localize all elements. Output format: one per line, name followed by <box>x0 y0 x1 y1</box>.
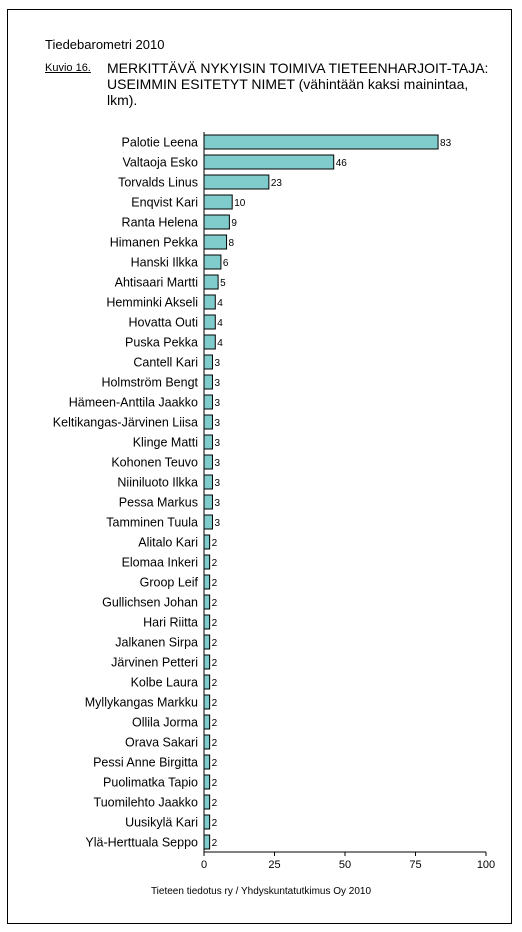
data-label: 2 <box>211 798 218 809</box>
source-footer: Tieteen tiedotus ry / Yhdyskuntatutkimus Oy 2010 <box>150 886 372 897</box>
data-label: 2 <box>211 638 218 649</box>
category-label: Niiniluoto Ilkka <box>117 475 198 490</box>
category-label: Uusikylä Kari <box>125 815 198 830</box>
category-label: Myllykangas Markku <box>84 695 198 710</box>
category-label: Puolimatka Tapio <box>103 775 198 790</box>
bar <box>204 215 229 229</box>
data-label: 9 <box>231 218 237 229</box>
category-label: Ranta Helena <box>121 215 198 230</box>
bar <box>204 575 210 589</box>
category-label: Pessi Anne Birgitta <box>93 755 198 770</box>
data-label: 23 <box>270 178 282 189</box>
bar <box>204 275 218 289</box>
bar <box>204 255 221 269</box>
category-label: Enqvist Kari <box>131 195 198 210</box>
bar <box>204 395 212 409</box>
category-label: Ollila Jorma <box>132 715 198 730</box>
bar <box>204 655 210 669</box>
data-label: 2 <box>211 698 218 709</box>
data-label: 2 <box>211 598 218 609</box>
data-label: 10 <box>234 198 246 209</box>
category-label: Hari Riitta <box>143 615 198 630</box>
data-label: 2 <box>211 538 218 549</box>
bar <box>204 175 269 189</box>
category-label: Elomaa Inkeri <box>121 555 198 570</box>
bar <box>204 555 210 569</box>
category-label: Ahtisaari Martti <box>114 275 198 290</box>
data-label: 3 <box>214 418 221 429</box>
bar <box>204 495 212 509</box>
category-label: Kolbe Laura <box>130 675 198 690</box>
bar <box>204 695 210 709</box>
figure-label: Kuvio 16. <box>45 62 91 74</box>
data-label: 2 <box>211 578 218 589</box>
bar <box>204 475 212 489</box>
bar <box>204 775 210 789</box>
bar <box>204 735 210 749</box>
category-label: Tuomilehto Jaakko <box>93 795 198 810</box>
data-label: 6 <box>222 258 229 269</box>
data-label: 2 <box>211 718 218 729</box>
bar <box>204 335 215 349</box>
bar <box>204 415 212 429</box>
category-label: Hanski Ilkka <box>130 255 198 270</box>
data-label: 2 <box>211 758 218 769</box>
data-label: 4 <box>217 298 223 309</box>
report-title: Tiedebarometri 2010 <box>45 37 165 52</box>
bar <box>204 595 210 609</box>
category-label: Hovatta Outi <box>128 315 198 330</box>
category-label: Klinge Matti <box>132 435 198 450</box>
category-label: Puska Pekka <box>125 335 198 350</box>
data-label: 5 <box>220 278 226 289</box>
bar <box>204 535 210 549</box>
bar <box>204 295 215 309</box>
bar <box>204 135 438 149</box>
category-label: Gullichsen Johan <box>102 595 198 610</box>
category-label: Kohonen Teuvo <box>111 455 198 470</box>
data-label: 2 <box>211 838 218 849</box>
bar <box>204 815 210 829</box>
bar <box>204 375 212 389</box>
bar <box>204 195 232 209</box>
data-label: 3 <box>214 518 221 529</box>
data-label: 2 <box>211 658 218 669</box>
x-tick-label: 50 <box>338 859 352 871</box>
category-label: Hämeen-Anttila Jaakko <box>68 395 198 410</box>
bar <box>204 315 215 329</box>
data-label: 3 <box>214 398 221 409</box>
data-label: 46 <box>335 158 347 169</box>
data-label: 4 <box>217 318 223 329</box>
bar <box>204 615 210 629</box>
data-label: 3 <box>214 438 221 449</box>
category-label: Pessa Markus <box>118 495 198 510</box>
bar <box>204 755 210 769</box>
category-label: Ylä-Herttuala Seppo <box>85 835 198 850</box>
bar <box>204 835 210 849</box>
bar <box>204 795 210 809</box>
data-label: 8 <box>228 238 235 249</box>
category-label: Keltikangas-Järvinen Liisa <box>52 415 198 430</box>
category-label: Himanen Pekka <box>109 235 198 250</box>
category-label: Valtaoja Esko <box>122 155 198 170</box>
data-label: 4 <box>217 338 223 349</box>
category-label: Tamminen Tuula <box>106 515 198 530</box>
x-tick-label: 0 <box>200 859 208 871</box>
bar <box>204 515 212 529</box>
bar <box>204 675 210 689</box>
x-tick-label: 25 <box>268 859 281 871</box>
category-label: Cantell Kari <box>133 355 198 370</box>
data-label: 2 <box>211 738 218 749</box>
category-label: Alitalo Kari <box>138 535 198 550</box>
data-label: 83 <box>440 138 452 149</box>
data-label: 2 <box>211 558 218 569</box>
bar <box>204 435 212 449</box>
x-tick-label: 75 <box>409 859 422 871</box>
bar <box>204 715 210 729</box>
category-label: Palotie Leena <box>121 135 198 150</box>
data-label: 3 <box>214 498 221 509</box>
data-label: 3 <box>214 378 221 389</box>
figure-title: MERKITTÄVÄ NYKYISIN TOIMIVA TIETEENHARJOIT-TAJA: USEIMMIN ESITETYT NIMET (vähintään kaksi mainintaa, lkm). <box>107 60 489 108</box>
bar <box>204 455 212 469</box>
data-label: 3 <box>214 478 221 489</box>
bar <box>204 635 210 649</box>
bar <box>204 155 334 169</box>
category-label: Holmström Bengt <box>101 375 198 390</box>
data-label: 2 <box>211 818 218 829</box>
data-label: 3 <box>214 358 221 369</box>
category-label: Järvinen Petteri <box>111 655 198 670</box>
bar <box>204 355 212 369</box>
category-label: Torvalds Linus <box>118 175 198 190</box>
x-tick-label: 100 <box>476 859 496 871</box>
data-label: 3 <box>214 458 221 469</box>
category-label: Jalkanen Sirpa <box>115 635 198 650</box>
data-label: 2 <box>211 618 218 629</box>
category-label: Orava Sakari <box>125 735 198 750</box>
data-label: 2 <box>211 778 218 789</box>
bar <box>204 235 227 249</box>
category-label: Hemminki Akseli <box>106 295 198 310</box>
category-label: Groop Leif <box>139 575 198 590</box>
data-label: 2 <box>211 678 218 689</box>
